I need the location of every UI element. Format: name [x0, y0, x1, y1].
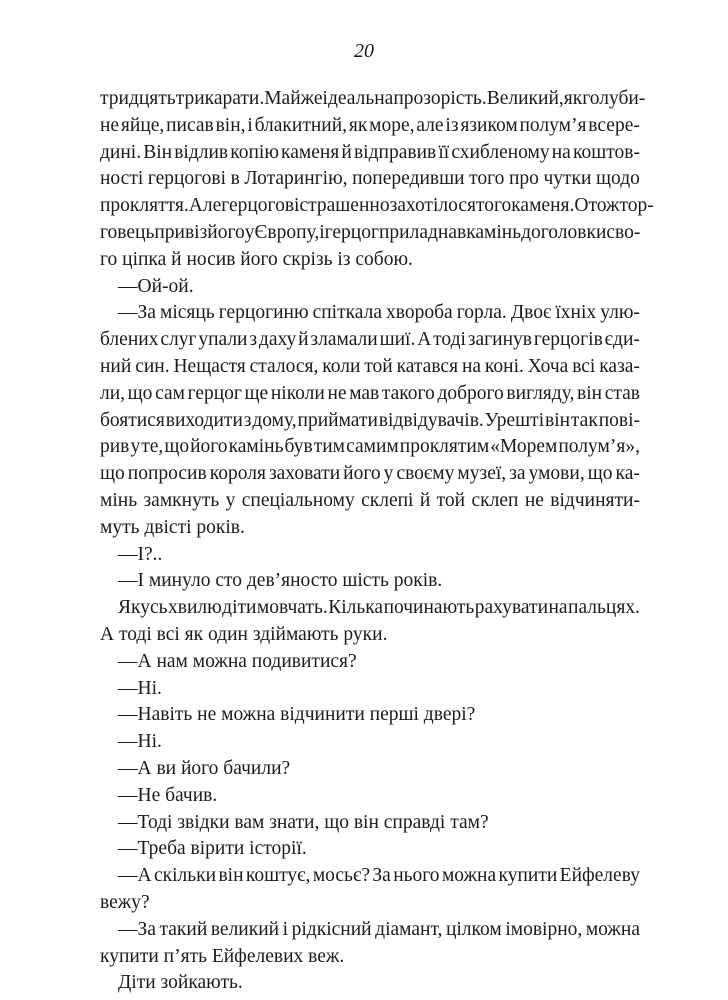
word: хвороба	[386, 302, 453, 324]
word: говець	[100, 221, 155, 243]
word: —А	[118, 865, 152, 887]
text-line: Діти зойкають.	[118, 972, 243, 994]
dialogue-line: —І минуло сто дев’яносто шість років.	[118, 570, 443, 592]
word: упали	[198, 329, 248, 351]
word: хвилю	[167, 597, 222, 619]
word: даху	[258, 329, 297, 351]
word: у	[130, 436, 141, 458]
text-line: купити п’ять Ейфелевих веж.	[100, 945, 345, 967]
word: що	[164, 436, 190, 458]
word: із	[445, 114, 459, 136]
dialogue-line: —Ні.	[118, 677, 162, 699]
word: того	[469, 168, 505, 190]
word: ідеальна	[322, 88, 394, 109]
dialogue-line: —Навіть не можна відчинити перші двері?	[118, 704, 476, 726]
word: скільки	[153, 865, 217, 887]
word: Лотарингію,	[244, 168, 348, 190]
word: боятися	[100, 409, 165, 431]
word: схибленому	[451, 141, 550, 163]
word: на	[548, 597, 568, 619]
text-line	[100, 488, 640, 515]
word: попросив	[127, 463, 207, 485]
word: короля	[209, 463, 266, 485]
word: За	[372, 865, 391, 887]
word: той	[364, 355, 393, 377]
word: —За	[118, 302, 156, 324]
word: язиком	[460, 114, 518, 136]
word: блених	[100, 329, 159, 351]
word: загинув	[467, 329, 532, 351]
word: камінь	[228, 436, 284, 458]
dialogue-line: —І?..	[118, 543, 163, 565]
word: захотілося	[389, 195, 476, 217]
word: полум’я	[519, 114, 587, 136]
word: коні.	[484, 355, 524, 377]
word: каменя	[281, 141, 340, 163]
word: що	[587, 463, 613, 485]
word: можна	[441, 865, 497, 887]
word: пальцях.	[568, 597, 640, 619]
word: великий	[210, 918, 280, 940]
word: полум’я»,	[558, 436, 640, 458]
word: ка-	[615, 463, 640, 485]
word: спіткала	[312, 302, 382, 324]
word: умови,	[528, 463, 585, 485]
word: не	[327, 382, 347, 404]
word: не	[524, 489, 544, 511]
word: прозорість.	[393, 88, 487, 109]
word: й	[341, 141, 352, 163]
word: Великий,	[486, 88, 564, 109]
word: катався	[396, 355, 459, 377]
word: мінь	[100, 489, 138, 511]
word: можна	[585, 918, 640, 940]
word: герцогів	[533, 329, 603, 351]
word: на	[461, 355, 482, 377]
word: Двоє	[510, 302, 552, 324]
word: улю-	[600, 302, 640, 324]
text-line: вежу?	[100, 891, 150, 913]
word: слуг	[160, 329, 197, 351]
word: Отож	[574, 195, 620, 217]
word: її	[438, 141, 450, 163]
word: сталося,	[249, 355, 319, 377]
word: рідкісний	[291, 918, 372, 940]
word: Кілька	[328, 597, 384, 619]
word: страшенно	[299, 195, 390, 217]
word: голуби-	[582, 88, 646, 109]
word: коштов-	[572, 141, 640, 163]
word: тим	[313, 436, 346, 458]
word: з	[249, 329, 258, 351]
word: як	[348, 114, 368, 136]
word: дині.	[100, 141, 142, 163]
word: за	[509, 463, 526, 485]
word: мовчать.	[256, 597, 328, 619]
word: проклятим	[399, 436, 490, 458]
word: і	[247, 114, 253, 136]
word: герцогові	[147, 168, 227, 190]
word: на	[551, 141, 571, 163]
word: писав	[166, 114, 214, 136]
word: місяць	[159, 302, 215, 324]
word: герцогиню	[218, 302, 309, 324]
word: замкнуть	[143, 489, 220, 511]
word: тридцять	[100, 88, 176, 109]
word: він	[218, 865, 244, 887]
word: музеї,	[457, 463, 507, 485]
word: рив	[100, 436, 130, 458]
word: він	[544, 409, 571, 431]
word: Майже	[264, 88, 323, 109]
word: сво-	[606, 221, 641, 243]
word: самим	[346, 436, 399, 458]
word: Європу,	[254, 221, 320, 243]
word: цілком	[445, 918, 502, 940]
word: ніколи	[270, 382, 325, 404]
dialogue-line	[100, 917, 640, 944]
word: Хоча	[527, 355, 569, 377]
word: але	[416, 114, 444, 136]
dialogue-line: —Ой-ой.	[118, 275, 194, 297]
text-line	[100, 595, 640, 622]
word: Нещастя	[173, 355, 246, 377]
text-line: муть двісті років.	[100, 516, 245, 538]
word: герцогові	[221, 195, 300, 217]
word: його	[190, 436, 228, 458]
word: карати.	[204, 88, 265, 109]
word: те,	[141, 436, 164, 458]
word: такий	[159, 918, 208, 940]
word: що	[127, 382, 153, 404]
dialogue-line: —Тоді звідки вам знати, що він справді там?	[118, 811, 489, 833]
page-body-text	[100, 86, 654, 997]
text-line: го ціпка й носив його скрізь із собою.	[100, 248, 413, 270]
word: про	[508, 168, 539, 190]
word: заховати	[268, 463, 341, 485]
word: каменя.	[511, 195, 575, 217]
word: камінь	[466, 221, 522, 243]
word: їхніх	[555, 302, 597, 324]
word: рахувати	[474, 597, 549, 619]
word: у	[244, 221, 255, 243]
text-line	[100, 434, 640, 461]
word: Урешті	[484, 409, 545, 431]
word: дому,	[252, 409, 297, 431]
word: попередивши	[352, 168, 465, 190]
text-line: А тоді всі як один здіймають руки.	[100, 623, 388, 645]
word: і	[319, 221, 325, 243]
text-line	[100, 327, 640, 354]
word: імовірно,	[505, 918, 583, 940]
word: шиї.	[379, 329, 416, 351]
text-line	[100, 461, 640, 488]
word: так	[570, 409, 598, 431]
word: привіз	[154, 221, 208, 243]
word: того	[475, 195, 512, 217]
word: всере-	[588, 114, 640, 136]
word: єди-	[604, 329, 640, 351]
word: щодо	[596, 168, 640, 190]
word: горла.	[456, 302, 507, 324]
dialogue-line: —А ви його бачили?	[118, 757, 291, 779]
word: він,	[215, 114, 246, 136]
word: мосьє?	[312, 865, 370, 887]
text-line	[100, 166, 640, 193]
word: той	[436, 489, 466, 511]
word: спеціальному	[241, 489, 355, 511]
word: відвідувачів.	[378, 409, 484, 431]
word: склеп	[471, 489, 519, 511]
word: його	[207, 221, 245, 243]
dialogue-line: —Ні.	[118, 731, 162, 753]
word: ще	[244, 382, 269, 404]
word: в	[230, 168, 240, 190]
word: приймати	[297, 409, 378, 431]
word: коли	[322, 355, 361, 377]
text-line	[100, 113, 640, 140]
word: з	[243, 409, 252, 431]
word: відчиняти-	[550, 489, 640, 511]
text-line	[100, 86, 646, 113]
word: ний	[100, 355, 132, 377]
word: нього	[393, 865, 440, 887]
word: яйце,	[120, 114, 165, 136]
text-line	[100, 408, 640, 435]
word: три	[175, 88, 205, 109]
word: вигляду,	[506, 382, 575, 404]
word: у	[225, 489, 236, 511]
word: зламали	[310, 329, 378, 351]
word: і	[282, 918, 289, 940]
word: доброго	[437, 382, 504, 404]
word: Якусь	[118, 597, 168, 619]
word: герцог	[187, 382, 242, 404]
word: чутки	[543, 168, 592, 190]
word: до	[521, 221, 541, 243]
text-line	[100, 140, 640, 167]
word: прокляття.	[100, 195, 189, 217]
word: сам	[155, 382, 185, 404]
dialogue-line	[100, 863, 640, 890]
dialogue-line: —А нам можна подивитися?	[118, 650, 357, 672]
word: тоді	[433, 329, 466, 351]
word: ли,	[100, 382, 126, 404]
text-line	[100, 220, 640, 247]
word: приладнав	[378, 221, 467, 243]
word: став	[604, 382, 640, 404]
word: відлив	[174, 141, 229, 163]
word: Ейфелеву	[559, 865, 640, 887]
word: герцог	[324, 221, 379, 243]
text-line	[100, 354, 640, 381]
word: —За	[118, 918, 156, 940]
word: відправив	[353, 141, 437, 163]
word: пові-	[598, 409, 640, 431]
word: А	[417, 329, 432, 351]
word: склепі	[361, 489, 414, 511]
word: купити	[498, 865, 558, 887]
word: всі	[572, 355, 596, 377]
word: такого	[381, 382, 435, 404]
word: не	[100, 114, 120, 136]
word: діамант,	[375, 918, 443, 940]
word: його	[343, 463, 381, 485]
word: ності	[100, 168, 144, 190]
word: блакитний,	[254, 114, 348, 136]
word: як	[563, 88, 583, 109]
word: виходити	[165, 409, 243, 431]
word: своєму	[396, 463, 455, 485]
word: у	[383, 463, 394, 485]
word: починають	[383, 597, 475, 619]
word: мав	[349, 382, 380, 404]
text-line	[100, 381, 640, 408]
word: головки	[540, 221, 607, 243]
text-line	[100, 193, 654, 220]
word: каза-	[599, 355, 640, 377]
word: копію	[230, 141, 279, 163]
word: діти	[222, 597, 257, 619]
word: Але	[188, 195, 222, 217]
word: й	[419, 489, 431, 511]
word: він	[577, 382, 603, 404]
word: син.	[135, 355, 170, 377]
page-number: 20	[354, 40, 374, 62]
word: що	[100, 463, 125, 485]
word: був	[284, 436, 313, 458]
dialogue-line	[100, 300, 640, 327]
dialogue-line: —Не бачив.	[118, 784, 218, 806]
word: тор-	[619, 195, 654, 217]
word: коштує,	[245, 865, 311, 887]
word: «Морем	[490, 436, 558, 458]
word: Він	[143, 141, 173, 163]
word: море,	[369, 114, 415, 136]
word: й	[298, 329, 309, 351]
dialogue-line: —Треба вірити історії.	[118, 838, 307, 860]
